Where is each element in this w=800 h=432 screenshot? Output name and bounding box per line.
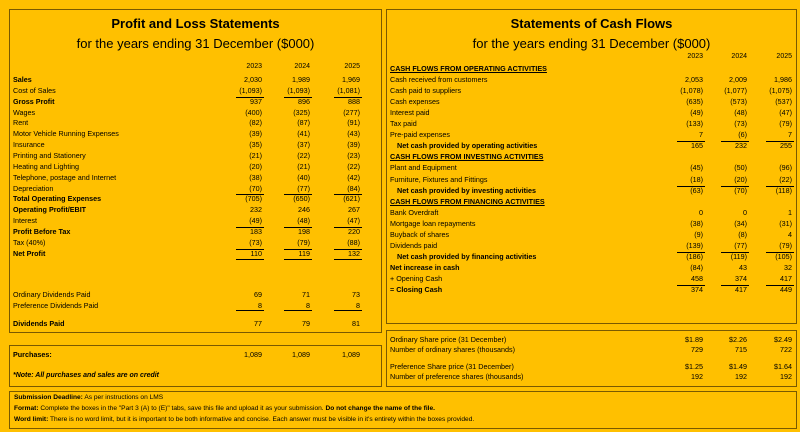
row-label: Profit Before Tax bbox=[13, 226, 71, 236]
row-value: (9) bbox=[694, 229, 703, 239]
row-value: (133) bbox=[686, 119, 703, 129]
row-label: Number of ordinary shares (thousands) bbox=[390, 345, 516, 354]
row-value: (49) bbox=[249, 216, 262, 226]
row-label: Total Operating Expenses bbox=[13, 194, 102, 204]
cf-row bbox=[387, 230, 796, 241]
row-value: 165 bbox=[691, 141, 703, 151]
row-value: $1.64 bbox=[774, 362, 792, 371]
row-label: CASH FLOWS FROM INVESTING ACTIVITIES bbox=[390, 152, 544, 162]
row-value: 0 bbox=[743, 207, 747, 217]
pl-subtotal-line bbox=[334, 227, 362, 228]
row-value: 1,969 bbox=[342, 75, 360, 84]
cf-row bbox=[387, 175, 796, 186]
row-value: (77) bbox=[297, 183, 310, 193]
pl-net-profit-line bbox=[284, 259, 312, 260]
row-value: (38) bbox=[249, 172, 262, 182]
cf-row bbox=[387, 263, 796, 274]
row-value: (70) bbox=[249, 183, 262, 193]
cf-subtotal-line bbox=[677, 186, 705, 187]
row-value: 374 bbox=[691, 285, 703, 294]
share-info-panel bbox=[386, 330, 797, 387]
word-limit-line bbox=[14, 416, 474, 423]
cash-flow-panel bbox=[386, 9, 797, 324]
row-label: Bank Overdraft bbox=[390, 207, 439, 217]
row-value: 255 bbox=[780, 141, 792, 151]
row-value: 119 bbox=[298, 248, 310, 258]
cf-row bbox=[387, 86, 796, 97]
row-value: (400) bbox=[245, 107, 262, 117]
format-label: Format: bbox=[14, 405, 39, 412]
row-label: Tax paid bbox=[390, 119, 417, 129]
pl-subtitle: for the years ending 31 December ($000) bbox=[76, 36, 315, 51]
purchases-label: Purchases: bbox=[13, 350, 52, 359]
pl-row bbox=[10, 118, 381, 129]
cf-subtotal-line bbox=[677, 285, 705, 286]
row-value: (82) bbox=[249, 118, 262, 128]
row-value: 722 bbox=[780, 345, 792, 354]
cf-row bbox=[387, 130, 796, 141]
cf-row bbox=[387, 252, 796, 263]
row-label: CASH FLOWS FROM OPERATING ACTIVITIES bbox=[390, 64, 547, 73]
row-value: $1.89 bbox=[685, 335, 703, 344]
pl-title: Profit and Loss Statements bbox=[111, 16, 280, 31]
pl-net-profit-line bbox=[334, 259, 362, 260]
row-value: (87) bbox=[297, 118, 310, 128]
cf-row bbox=[387, 163, 796, 174]
row-label: Pre-paid expenses bbox=[390, 130, 450, 140]
pl-dividend-line bbox=[236, 310, 264, 311]
row-value: 1,986 bbox=[774, 75, 792, 85]
row-value: (573) bbox=[730, 97, 747, 107]
cf-row bbox=[387, 75, 796, 86]
row-label: Wages bbox=[13, 107, 36, 117]
row-value: (21) bbox=[297, 161, 310, 171]
row-value: (79) bbox=[779, 240, 792, 250]
row-label: Cash expenses bbox=[390, 97, 440, 107]
row-label: Operating Profit/EBIT bbox=[13, 205, 87, 215]
cf-year-header: 2023 bbox=[687, 53, 703, 60]
row-value: (23) bbox=[347, 150, 360, 160]
pl-row bbox=[10, 75, 381, 86]
pl-row bbox=[10, 216, 381, 227]
row-value: (118) bbox=[775, 185, 792, 195]
row-value: 192 bbox=[780, 372, 792, 381]
pl-year-header: 2025 bbox=[344, 63, 360, 70]
row-value: (705) bbox=[245, 194, 262, 204]
pl-dividend-row bbox=[10, 290, 381, 301]
row-value: 715 bbox=[735, 345, 747, 354]
row-value: 267 bbox=[348, 205, 360, 215]
pl-row bbox=[10, 184, 381, 195]
row-value: (88) bbox=[347, 237, 360, 247]
row-label: Ordinary Share price (31 December) bbox=[390, 335, 507, 344]
row-value: 1 bbox=[788, 207, 792, 217]
row-value: 198 bbox=[298, 226, 310, 236]
row-label: Motor Vehicle Running Expenses bbox=[13, 129, 119, 139]
row-value: $1.49 bbox=[729, 362, 747, 371]
row-value: $2.26 bbox=[729, 335, 747, 344]
row-label: Net cash provided by operating activities bbox=[397, 141, 538, 151]
row-value: 43 bbox=[739, 262, 747, 272]
row-value: 132 bbox=[348, 248, 360, 258]
pl-row bbox=[10, 86, 381, 97]
row-value: (31) bbox=[779, 218, 792, 228]
row-label: CASH FLOWS FROM FINANCING ACTIVITIES bbox=[390, 196, 545, 206]
row-label: Net cash provided by financing activities bbox=[397, 251, 537, 261]
pl-row bbox=[10, 162, 381, 173]
purchases-value: 1,089 bbox=[244, 350, 262, 359]
row-label: Gross Profit bbox=[13, 96, 55, 106]
row-value: 32 bbox=[784, 262, 792, 272]
row-value: (325) bbox=[293, 107, 310, 117]
row-label: Buyback of shares bbox=[390, 229, 450, 239]
row-value: 937 bbox=[250, 96, 262, 106]
pl-row bbox=[10, 173, 381, 184]
row-value: (1,075) bbox=[769, 86, 792, 96]
row-value: (119) bbox=[730, 251, 747, 261]
purchases-value: 1,089 bbox=[292, 350, 310, 359]
row-value: (621) bbox=[343, 194, 360, 204]
row-label: Number of preference shares (thousands) bbox=[390, 372, 524, 381]
row-value: 71 bbox=[302, 290, 310, 299]
cf-row bbox=[387, 285, 796, 296]
share-row bbox=[387, 372, 796, 383]
row-label: Tax (40%) bbox=[13, 237, 46, 247]
row-value: (22) bbox=[347, 161, 360, 171]
deadline-text: As per instructions on LMS bbox=[84, 394, 164, 401]
row-value: 192 bbox=[691, 372, 703, 381]
pl-dividend-row bbox=[10, 301, 381, 312]
row-value: (1,077) bbox=[724, 86, 747, 96]
cf-row bbox=[387, 64, 796, 75]
pl-dividend-line bbox=[284, 310, 312, 311]
share-row bbox=[387, 345, 796, 356]
row-value: (84) bbox=[347, 183, 360, 193]
row-value: (277) bbox=[343, 107, 360, 117]
pl-subtotal-line bbox=[284, 227, 312, 228]
row-value: (43) bbox=[347, 129, 360, 139]
format-bold-text: Do not change the name of the file. bbox=[325, 405, 436, 412]
row-value: 7 bbox=[699, 130, 703, 140]
pl-row bbox=[10, 194, 381, 205]
pl-subtotal-line bbox=[284, 97, 312, 98]
row-value: (39) bbox=[249, 129, 262, 139]
pl-subtotal-line bbox=[236, 97, 264, 98]
row-value: 374 bbox=[735, 273, 747, 283]
row-value: 896 bbox=[298, 96, 310, 106]
row-value: (79) bbox=[297, 237, 310, 247]
row-label: Interest bbox=[13, 216, 37, 226]
cf-row bbox=[387, 197, 796, 208]
row-value: $2.49 bbox=[774, 335, 792, 344]
cf-year-header: 2025 bbox=[776, 53, 792, 60]
row-value: (34) bbox=[734, 218, 747, 228]
cf-subtotal-line bbox=[721, 186, 749, 187]
pl-row bbox=[10, 129, 381, 140]
cf-row bbox=[387, 208, 796, 219]
row-label: Cash paid to suppliers bbox=[390, 86, 462, 96]
row-value: 232 bbox=[735, 141, 747, 151]
cf-subtotal-line bbox=[721, 252, 749, 253]
row-value: 2,053 bbox=[685, 75, 703, 85]
pl-subtotal-line bbox=[284, 194, 312, 195]
cf-subtotal-line bbox=[677, 141, 705, 142]
row-label: Preference Dividends Paid bbox=[13, 300, 99, 310]
row-value: (105) bbox=[775, 251, 792, 261]
pl-dividend-line bbox=[334, 310, 362, 311]
cf-row bbox=[387, 119, 796, 130]
row-value: 417 bbox=[780, 273, 792, 283]
row-value: (39) bbox=[347, 140, 360, 150]
purchases-note: *Note: All purchases and sales are on credit bbox=[13, 372, 160, 379]
row-value: 4 bbox=[788, 229, 792, 239]
pl-subtotal-line bbox=[284, 249, 312, 250]
row-value: 8 bbox=[258, 300, 262, 310]
row-value: (186) bbox=[686, 251, 703, 261]
row-value: 8 bbox=[306, 300, 310, 310]
row-label: Insurance bbox=[13, 140, 45, 150]
row-label: Cash received from customers bbox=[390, 75, 488, 85]
row-value: 232 bbox=[250, 205, 262, 215]
row-label: Net Profit bbox=[13, 248, 46, 258]
row-value: 73 bbox=[352, 290, 360, 299]
row-label: Furniture, Fixtures and Fittings bbox=[390, 174, 488, 184]
cf-row bbox=[387, 241, 796, 252]
row-value: (6) bbox=[738, 130, 747, 140]
pl-year-header: 2023 bbox=[246, 63, 262, 70]
cf-row bbox=[387, 186, 796, 197]
row-value: (22) bbox=[779, 174, 792, 184]
row-value: (49) bbox=[690, 108, 703, 118]
cf-subtotal-line bbox=[766, 141, 794, 142]
cf-title: Statements of Cash Flows bbox=[510, 16, 673, 31]
row-value: 888 bbox=[348, 96, 360, 106]
row-label: Interest paid bbox=[390, 108, 430, 118]
row-label: Printing and Stationery bbox=[13, 150, 86, 160]
row-value: (40) bbox=[297, 172, 310, 182]
deadline-line bbox=[14, 394, 163, 401]
row-value: 69 bbox=[254, 290, 262, 299]
format-line bbox=[14, 405, 435, 412]
row-value: (42) bbox=[347, 172, 360, 182]
row-value: (91) bbox=[347, 118, 360, 128]
cf-subtotal-line bbox=[766, 186, 794, 187]
row-value: (8) bbox=[738, 229, 747, 239]
row-value: (73) bbox=[734, 119, 747, 129]
pl-subtotal-line bbox=[236, 227, 264, 228]
row-label: Sales bbox=[13, 75, 32, 84]
row-value: 183 bbox=[250, 226, 262, 236]
row-value: 79 bbox=[302, 319, 310, 328]
cf-year-header: 2024 bbox=[731, 53, 747, 60]
row-value: (50) bbox=[734, 163, 747, 173]
row-value: 7 bbox=[788, 130, 792, 140]
pl-row bbox=[10, 238, 381, 249]
row-label: = Closing Cash bbox=[390, 285, 443, 294]
row-value: (84) bbox=[690, 262, 703, 272]
pl-net-profit-line bbox=[236, 259, 264, 260]
purchases-panel bbox=[9, 345, 382, 387]
row-label: Plant and Equipment bbox=[390, 163, 457, 173]
row-value: (1,093) bbox=[239, 85, 262, 95]
row-label: Preference Share price (31 December) bbox=[390, 362, 514, 371]
row-value: 110 bbox=[250, 248, 262, 258]
cf-row bbox=[387, 108, 796, 119]
row-value: (1,081) bbox=[337, 85, 360, 95]
profit-loss-panel bbox=[9, 9, 382, 333]
row-label: Net cash provided by investing activities bbox=[397, 185, 537, 195]
row-value: (37) bbox=[297, 140, 310, 150]
purchases-row bbox=[10, 350, 381, 361]
row-value: (70) bbox=[734, 185, 747, 195]
row-value: (47) bbox=[779, 108, 792, 118]
instructions-footer bbox=[9, 391, 797, 429]
cf-subtotal-line bbox=[766, 252, 794, 253]
row-label: Heating and Lighting bbox=[13, 161, 79, 171]
pl-dividends-total-row bbox=[10, 319, 381, 330]
pl-row bbox=[10, 97, 381, 108]
format-text: Complete the boxes in the "Part 3 (A) to (E)" tabs, save this file and upload it as your submission. bbox=[40, 405, 324, 412]
row-value: 8 bbox=[356, 300, 360, 310]
row-value: (47) bbox=[347, 216, 360, 226]
row-value: (79) bbox=[779, 119, 792, 129]
word-limit-text: There is no word limit, but it is important to be both informative and concise. Each answer must be visible in it's entirety within the boxes provided. bbox=[50, 416, 475, 423]
row-value: (20) bbox=[734, 174, 747, 184]
row-value: (77) bbox=[734, 240, 747, 250]
row-value: (18) bbox=[690, 174, 703, 184]
row-label: Net increase in cash bbox=[390, 262, 460, 272]
cf-subtotal-line bbox=[721, 285, 749, 286]
pl-subtotal-line bbox=[334, 97, 362, 98]
row-label: Cost of Sales bbox=[13, 85, 56, 95]
cf-row bbox=[387, 219, 796, 230]
row-value: (537) bbox=[775, 97, 792, 107]
pl-subtotal-line bbox=[236, 194, 264, 195]
row-label: Ordinary Dividends Paid bbox=[13, 290, 91, 299]
cf-subtotal-line bbox=[677, 252, 705, 253]
cf-subtotal-line bbox=[721, 141, 749, 142]
pl-year-header: 2024 bbox=[294, 63, 310, 70]
row-value: $1.25 bbox=[685, 362, 703, 371]
row-label: Dividends Paid bbox=[13, 319, 65, 328]
row-value: 449 bbox=[780, 285, 792, 294]
row-value: (1,093) bbox=[287, 85, 310, 95]
cf-subtotal-line bbox=[766, 285, 794, 286]
row-value: (21) bbox=[249, 150, 262, 160]
deadline-label: Submission Deadline: bbox=[14, 394, 83, 401]
row-label: Dividends paid bbox=[390, 240, 438, 250]
row-value: (20) bbox=[249, 161, 262, 171]
pl-row bbox=[10, 205, 381, 216]
row-value: 1,989 bbox=[292, 75, 310, 84]
row-value: (48) bbox=[734, 108, 747, 118]
pl-row bbox=[10, 227, 381, 238]
row-value: (41) bbox=[297, 129, 310, 139]
cf-row bbox=[387, 274, 796, 285]
row-value: (22) bbox=[297, 150, 310, 160]
row-value: 2,030 bbox=[244, 75, 262, 84]
row-value: (35) bbox=[249, 140, 262, 150]
row-label: + Opening Cash bbox=[390, 273, 443, 283]
row-value: 2,009 bbox=[729, 75, 747, 85]
row-value: (38) bbox=[690, 218, 703, 228]
row-value: (1,078) bbox=[680, 86, 703, 96]
row-value: 220 bbox=[348, 226, 360, 236]
cf-row bbox=[387, 141, 796, 152]
cf-row bbox=[387, 97, 796, 108]
row-value: 458 bbox=[691, 273, 703, 283]
pl-row bbox=[10, 108, 381, 119]
row-value: (48) bbox=[297, 216, 310, 226]
row-value: 417 bbox=[735, 285, 747, 294]
pl-row bbox=[10, 151, 381, 162]
row-value: (96) bbox=[779, 163, 792, 173]
row-value: 77 bbox=[254, 319, 262, 328]
row-label: Depreciation bbox=[13, 183, 54, 193]
row-value: 246 bbox=[298, 205, 310, 215]
pl-row bbox=[10, 249, 381, 260]
row-value: (139) bbox=[686, 240, 703, 250]
cf-row bbox=[387, 152, 796, 163]
pl-subtotal-line bbox=[334, 194, 362, 195]
row-value: 729 bbox=[691, 345, 703, 354]
pl-subtotal-line bbox=[236, 249, 264, 250]
row-value: 81 bbox=[352, 319, 360, 328]
row-value: 0 bbox=[699, 207, 703, 217]
pl-row bbox=[10, 140, 381, 151]
row-label: Telephone, postage and Internet bbox=[13, 172, 117, 182]
row-value: 192 bbox=[735, 372, 747, 381]
row-value: (650) bbox=[293, 194, 310, 204]
word-limit-label: Word limit: bbox=[14, 416, 49, 423]
purchases-value: 1,089 bbox=[342, 350, 360, 359]
row-value: (635) bbox=[686, 97, 703, 107]
pl-subtotal-line bbox=[334, 249, 362, 250]
row-value: (45) bbox=[690, 163, 703, 173]
row-value: (73) bbox=[249, 237, 262, 247]
row-value: (63) bbox=[690, 185, 703, 195]
cf-subtitle: for the years ending 31 December ($000) bbox=[472, 36, 711, 51]
row-label: Mortgage loan repayments bbox=[390, 218, 476, 228]
row-label: Rent bbox=[13, 118, 29, 128]
